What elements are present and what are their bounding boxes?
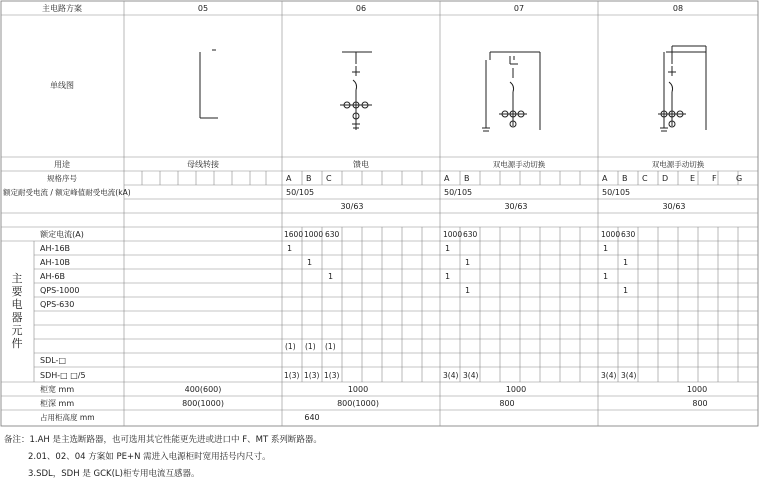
qty-08-b-sdh: 3(4)	[621, 371, 637, 380]
row-label-withstand: 额定耐受电流 / 额定峰值耐受电流(kA)	[3, 188, 131, 197]
component-ah10b: AH-10B	[40, 258, 71, 267]
qty-07-a-sdh: 3(4)	[443, 371, 459, 380]
vertical-char-4: 器	[11, 311, 23, 324]
qty-08-a-sdh: 3(4)	[601, 371, 617, 380]
rated-08-1000: 1000	[601, 230, 621, 239]
letter-08-d: D	[662, 174, 669, 183]
depth-08: 800	[692, 399, 708, 408]
letter-08-g: G	[736, 174, 743, 183]
letter-08-b: B	[622, 174, 628, 183]
width-05: 400(600)	[184, 385, 222, 394]
table-frame	[1, 1, 758, 426]
rated-06-1000: 1000	[304, 230, 324, 239]
withstand-06-high: 50/105	[286, 188, 315, 197]
width-07: 1000	[505, 385, 527, 394]
row-label-cabinet-no: 规格序号	[47, 174, 77, 183]
component-sdh: SDH-□ □/5	[40, 371, 86, 380]
component-ah16b: AH-16B	[40, 244, 71, 253]
qty-06-ah10b: 1	[307, 258, 313, 267]
letter-07-a: A	[444, 174, 450, 183]
withstand-08-high: 50/105	[602, 188, 631, 197]
vertical-char-5: 元	[11, 324, 23, 337]
width-06: 1000	[347, 385, 369, 394]
usage-08: 双电源手动切换	[651, 160, 705, 169]
withstand-06-low: 30/63	[340, 202, 364, 211]
rated-07-630: 630	[463, 230, 478, 239]
usage-05: 母线转接	[187, 160, 219, 169]
qty-06-ah6b: 1	[328, 272, 334, 281]
diagram-07-dual-transfer	[482, 52, 540, 131]
qty-07-ah16b: 1	[445, 244, 451, 253]
rated-08-630: 630	[621, 230, 636, 239]
vertical-char-2: 要	[11, 285, 23, 298]
qty-07-b-sdh: 3(4)	[463, 371, 479, 380]
row-label-depth: 柜深 mm	[40, 399, 75, 408]
qty-07-qps1000: 1	[465, 286, 471, 295]
row-lines	[1, 15, 758, 410]
letter-06-c: C	[326, 174, 332, 183]
rated-07-1000: 1000	[443, 230, 463, 239]
letter-08-f: F	[712, 174, 717, 183]
letter-07-b: B	[464, 174, 470, 183]
note-3: 3.SDL，SDH 是 GCK(L)柜专用电流互感器。	[28, 469, 200, 479]
qty-06-c-sdh: 1(3)	[324, 371, 340, 380]
note-1: 备注：1.AH 是主选断路器，也可选用其它性能更先进或进口中 F、MT 系列断路器。	[4, 435, 322, 445]
notes-section	[4, 432, 754, 483]
qty-08-ah10b: 1	[623, 258, 629, 267]
main-components-label	[12, 272, 23, 350]
row-label-rated-current: 额定电流(A)	[40, 230, 84, 239]
scheme-08-header: 08	[672, 4, 684, 13]
row-label-usage: 用途	[54, 160, 70, 169]
qty-06-a-paren: (1)	[285, 342, 296, 351]
qty-08-qps1000: 1	[623, 286, 629, 295]
letter-06-b: B	[306, 174, 312, 183]
qty-06-ah16b: 1	[287, 244, 293, 253]
letter-08-e: E	[690, 174, 696, 183]
qty-06-b-paren: (1)	[305, 342, 316, 351]
qty-08-ah6b: 1	[603, 272, 609, 281]
withstand-08-low: 30/63	[662, 202, 686, 211]
diagram-08-dual-transfer	[658, 46, 706, 131]
scheme-06-header: 06	[355, 4, 367, 13]
vertical-char-3: 电	[11, 298, 23, 311]
rated-06-1600: 1600	[284, 230, 304, 239]
withstand-07-high: 50/105	[444, 188, 473, 197]
qty-07-ah6b: 1	[445, 272, 451, 281]
section-lines	[34, 1, 598, 426]
vertical-char-1: 主	[11, 272, 23, 285]
vertical-char-6: 件	[11, 337, 23, 350]
component-sdl: SDL-□	[40, 356, 66, 365]
diagram-06-feeder	[340, 52, 372, 130]
depth-05: 800(1000)	[182, 399, 224, 408]
qty-07-ah10b: 1	[465, 258, 471, 267]
diagram-05-bus-transfer	[200, 50, 218, 118]
qty-06-b-sdh: 1(3)	[304, 371, 320, 380]
letter-08-a: A	[602, 174, 608, 183]
width-08: 1000	[686, 385, 708, 394]
depth-07: 800	[499, 399, 515, 408]
component-qps630: QPS-630	[40, 300, 75, 309]
withstand-07-low: 30/63	[504, 202, 528, 211]
component-qps1000: QPS-1000	[40, 286, 80, 295]
qty-08-ah16b: 1	[603, 244, 609, 253]
note-2: 2.01、02、04 方案如 PE+N 需进入电源柜时宽用括号内尺寸。	[28, 452, 271, 462]
scheme-07-header: 07	[513, 4, 525, 13]
qty-06-c-paren: (1)	[325, 342, 336, 351]
header-label: 主电路方案	[42, 4, 82, 13]
usage-06: 馈电	[353, 160, 369, 169]
row-label-height: 占用柜高度 mm	[40, 413, 95, 422]
depth-06: 800(1000)	[337, 399, 379, 408]
row-label-diagram: 单线图	[50, 81, 74, 90]
scheme-05-header: 05	[197, 4, 209, 13]
letter-08-c: C	[642, 174, 648, 183]
rated-06-630: 630	[325, 230, 340, 239]
qty-06-a-sdh: 1(3)	[284, 371, 300, 380]
usage-07: 双电源手动切换	[492, 160, 546, 169]
component-ah6b: AH-6B	[40, 272, 65, 281]
height-06: 640	[304, 413, 320, 422]
letter-06-a: A	[286, 174, 292, 183]
row-label-width: 柜宽 mm	[40, 385, 75, 394]
